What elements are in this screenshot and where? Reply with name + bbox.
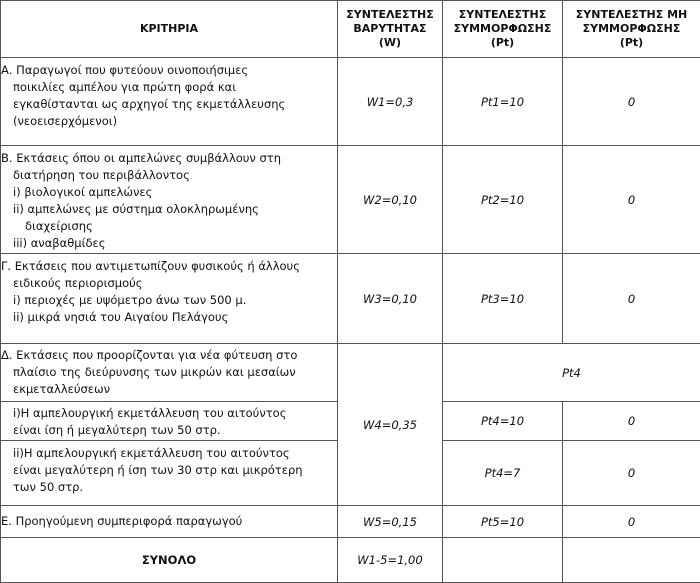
compliance-b: Pt2=10 bbox=[443, 146, 563, 254]
noncompliance-c: 0 bbox=[563, 254, 700, 344]
criterion-a-text: Α. Παραγωγοί που φυτεύουν οινοποιήσιμες ποικιλίες αμπέλου για πρώτη φορά και εγκαθίστανται ως αρχηγοί της εκμετάλλευσης (νεοεισερχόμενοι) bbox=[1, 58, 338, 146]
weight-header: ΣΥΝΤΕΛΕΣΤΗΣ ΒΑΡΥΤΗΤΑΣ (W) bbox=[338, 1, 443, 58]
noncompliance-d2: 0 bbox=[563, 441, 700, 506]
total-label: ΣΥΝΟΛΟ bbox=[1, 538, 338, 583]
noncompliance-header: ΣΥΝΤΕΛΕΣΤΗΣ ΜΗ ΣΥΜΜΟΡΦΩΣΗΣ (Pt) bbox=[563, 1, 700, 58]
total-row bbox=[1, 538, 700, 583]
compliance-d1: Pt4=10 bbox=[443, 402, 563, 441]
noncompliance-e: 0 bbox=[563, 506, 700, 538]
criterion-d-text: Δ. Εκτάσεις που προορίζονται για νέα φύτευση στο πλαίσιο της διεύρυνσης των μικρών και μεσαίων εκμεταλλεύσεων bbox=[1, 344, 338, 402]
noncompliance-d1: 0 bbox=[563, 402, 700, 441]
weight-d: W4=0,35 bbox=[338, 344, 443, 506]
criterion-d-row bbox=[1, 344, 700, 402]
weight-e: W5=0,15 bbox=[338, 506, 443, 538]
criteria-header: ΚΡΙΤΗΡΙΑ bbox=[1, 1, 338, 58]
compliance-e: Pt5=10 bbox=[443, 506, 563, 538]
noncompliance-b: 0 bbox=[563, 146, 700, 254]
criterion-d2-text: ii)Η αμπελουργική εκμετάλλευση του αιτούντος είναι μεγαλύτερη ή ίση των 30 στρ και μικρότερη των 50 στρ. bbox=[1, 441, 338, 506]
compliance-d2: Pt4=7 bbox=[443, 441, 563, 506]
total-compliance bbox=[443, 538, 563, 583]
weight-a: W1=0,3 bbox=[338, 58, 443, 146]
compliance-a: Pt1=10 bbox=[443, 58, 563, 146]
total-weight: W1-5=1,00 bbox=[338, 538, 443, 583]
weight-b: W2=0,10 bbox=[338, 146, 443, 254]
criterion-c-text: Γ. Εκτάσεις που αντιμετωπίζουν φυσικούς ή άλλους ειδικούς περιορισμούς i) περιοχές με υψόμετρο άνω των 500 μ. ii) μικρά νησιά του Αιγαίου Πελάγους bbox=[1, 254, 338, 344]
criterion-a-row bbox=[1, 58, 700, 146]
compliance-d-span: Pt4 bbox=[443, 344, 700, 402]
criterion-d1-text: i)Η αμπελουργική εκμετάλλευση του αιτούντος είναι ίση ή μεγαλύτερη των 50 στρ. bbox=[1, 402, 338, 441]
criterion-b-row bbox=[1, 146, 700, 254]
weight-c: W3=0,10 bbox=[338, 254, 443, 344]
noncompliance-a: 0 bbox=[563, 58, 700, 146]
header-row bbox=[1, 1, 700, 58]
criterion-b-text: Β. Εκτάσεις όπου οι αμπελώνες συμβάλλουν στη διατήρηση του περιβάλλοντος i) βιολογικοί αμπελώνες ii) αμπελώνες με σύστημα ολοκληρωμένης διαχείρισης iii) αναβαθμίδες bbox=[1, 146, 338, 254]
compliance-header: ΣΥΝΤΕΛΕΣΤΗΣ ΣΥΜΜΟΡΦΩΣΗΣ (Pt) bbox=[443, 1, 563, 58]
compliance-c: Pt3=10 bbox=[443, 254, 563, 344]
criterion-c-row bbox=[1, 254, 700, 344]
criterion-e-text: Ε. Προηγούμενη συμπεριφορά παραγωγού bbox=[1, 506, 338, 538]
criterion-e-row bbox=[1, 506, 700, 538]
total-noncompliance bbox=[563, 538, 700, 583]
